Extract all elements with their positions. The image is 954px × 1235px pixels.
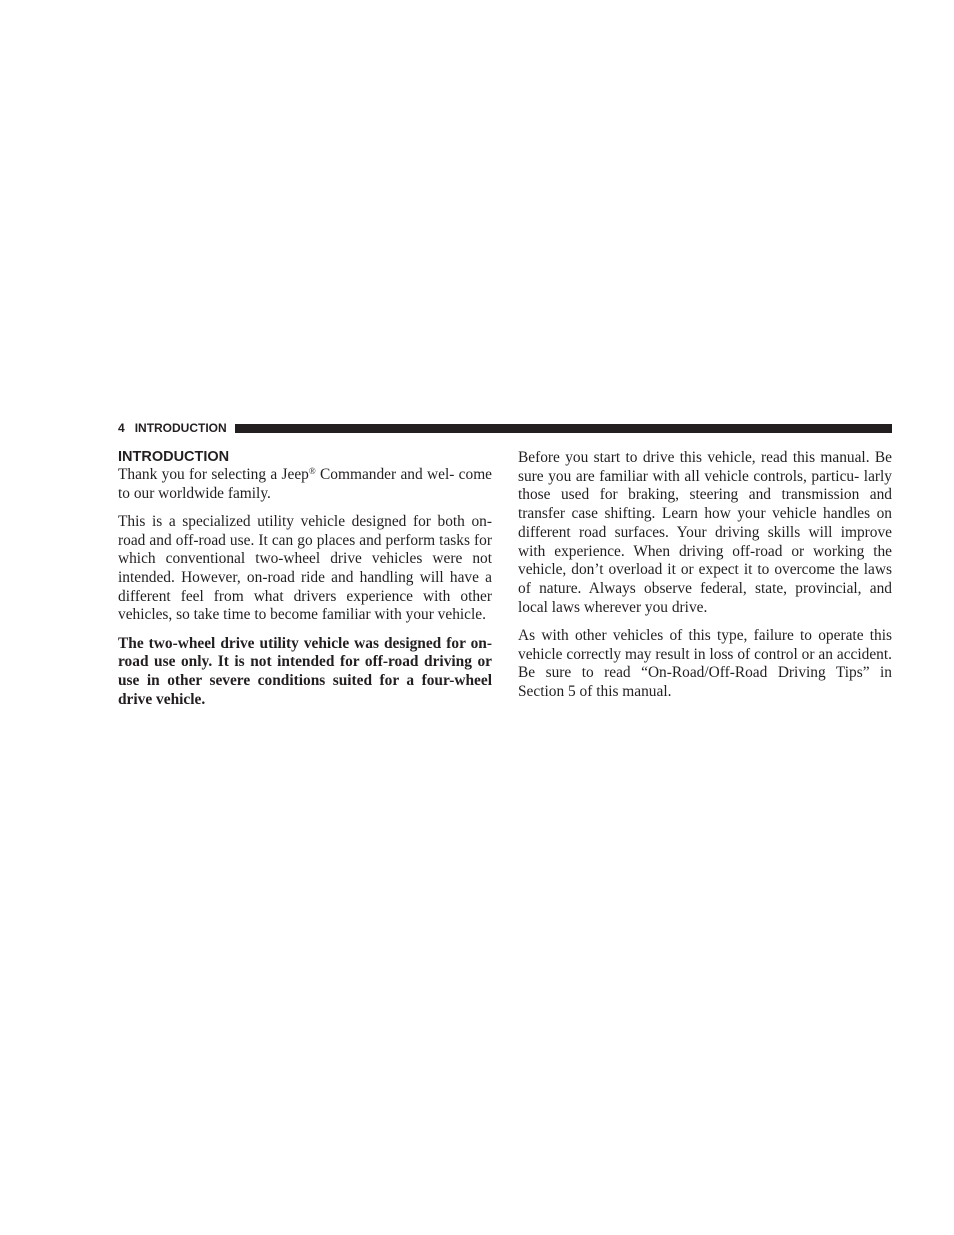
header-section-title: INTRODUCTION — [134, 421, 227, 435]
failure-to-operate-paragraph: As with other vehicles of this type, failure to operate this vehicle correctly may result in loss of control or an accident. Be sure to read “On-Road/Off-Road Driving Tips” in Section 5 of this manual. — [518, 626, 892, 700]
registered-mark: ® — [308, 466, 316, 476]
before-you-drive-paragraph: Before you start to drive this vehicle, read this manual. Be sure you are familiar with all vehicle controls, particu- larly those used for braking, steering and transmission and transfer case shifting. Learn how your vehicle handles on different road surfaces. Your driving skills will improve with experience. When driving off-road or working the vehicle, don’t overload it or expect it to overcome the laws of nature. Always observe federal, state, provincial, and local laws wherever you drive. — [518, 449, 892, 616]
intro-paragraph-1: Thank you for selecting a Jeep® Commander and wel- come to our worldwide family. — [118, 466, 493, 502]
page-number: 4 — [118, 421, 125, 435]
section-heading: INTRODUCTION — [118, 449, 230, 465]
right-column — [518, 449, 892, 711]
two-wheel-drive-warning: The two-wheel drive utility vehicle was designed for on-road use only. It is not intended for off-road driving or use in other severe conditions suited for a four-wheel drive vehicle. — [118, 634, 492, 708]
left-column — [118, 448, 492, 719]
header-rule — [235, 424, 892, 433]
page-header — [118, 419, 892, 437]
intro-paragraph-2: This is a specialized utility vehicle designed for both on-road and off-road use. It can go places and perform tasks for which conventional two-wheel drive vehicles were not intended. However, on-road ride and handling will have a different feel from what drivers experience with other vehicles, so take time to become familiar with your vehicle. — [118, 512, 492, 624]
